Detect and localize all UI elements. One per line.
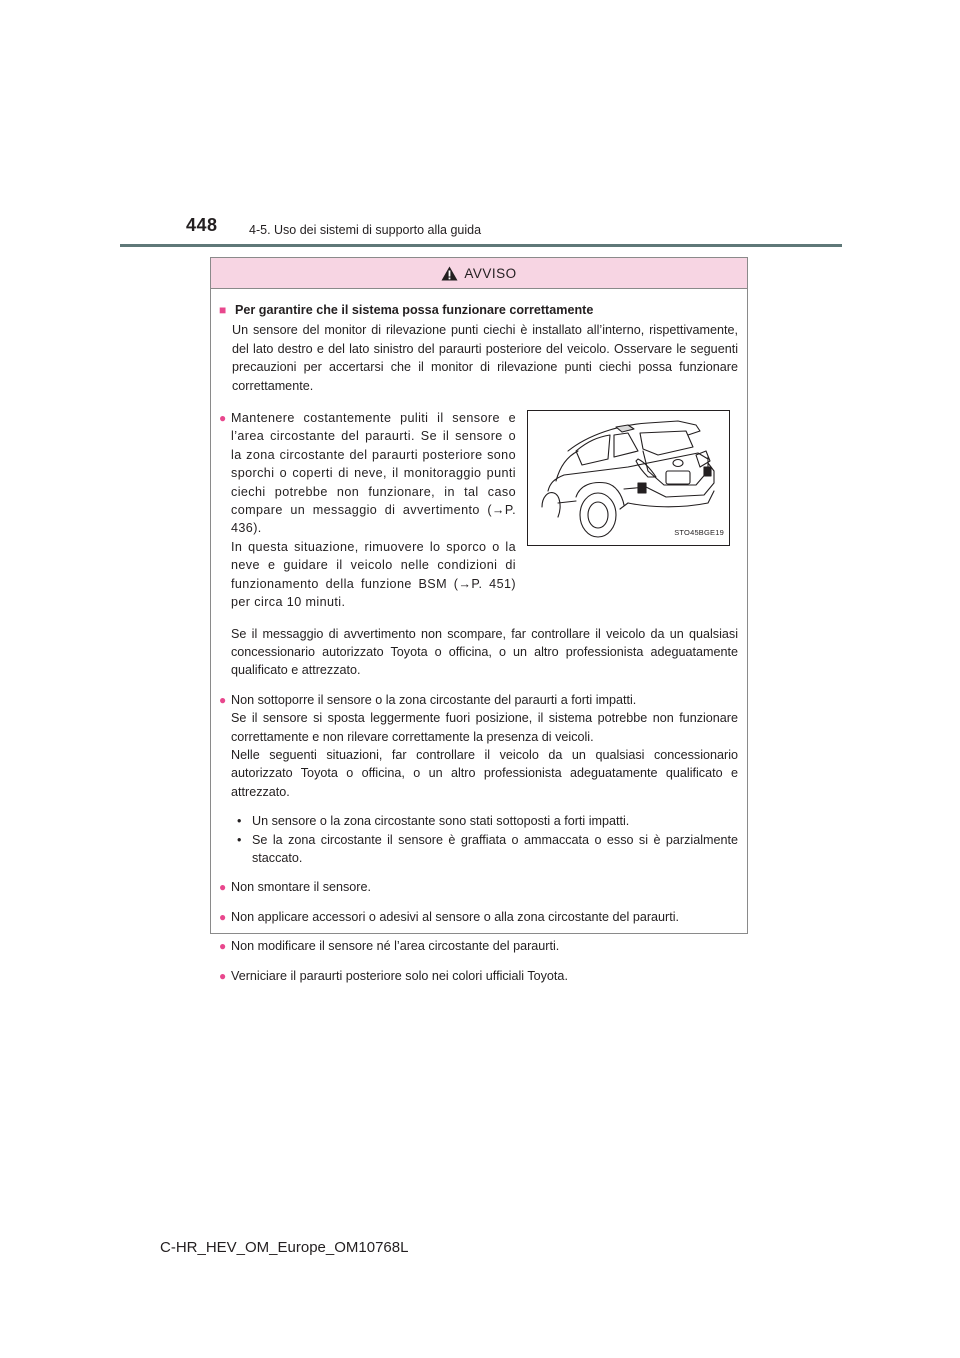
- warning-header: [211, 258, 747, 289]
- circle-bullet-icon: ●: [219, 909, 227, 924]
- circle-bullet-icon: ●: [219, 692, 227, 707]
- bullet2-paragraph: Se il sensore si sposta leggermente fuori posizione, il sistema potrebbe non funzionare correttamente e non rilevare correttamente la presenza di veicoli.: [231, 711, 738, 744]
- intro-paragraph: Un sensore del monitor di rilevazione punti ciechi è installato all’interno, rispettivamente, del lato destro e del lato sinistro del paraurti posteriore del veicolo. Osservare le seguenti precauzioni per accertarsi che il monitor di rilevazione punti ciechi possa funzionare correttamente.: [232, 323, 738, 393]
- circle-bullet-icon: ●: [219, 968, 227, 983]
- circle-bullet-icon: ●: [219, 411, 227, 426]
- header-rule: [120, 244, 842, 247]
- circle-bullet-icon: ●: [219, 939, 227, 954]
- bullet-item: [219, 908, 738, 926]
- small-bullet-icon: •: [237, 814, 242, 829]
- sub-bullet-item: [231, 831, 738, 868]
- bullet3-text: Non smontare il sensore.: [231, 880, 371, 895]
- warning-box: [210, 257, 748, 983]
- bullet-item: [219, 967, 738, 985]
- square-marker-icon: ■: [219, 303, 227, 317]
- bullet1-continuation: Se il messaggio di avvertimento non scompare, far controllare il veicolo da un qualsiasi concessionario autorizzato Toyota o officina, o un altro professionista adeguatamente qualificato e attrezzato.: [231, 626, 738, 678]
- page-number: 448: [186, 215, 218, 235]
- figure-code: STO45BGE19: [674, 527, 724, 537]
- warning-title: AVVISO: [464, 265, 517, 281]
- warning-heading-text: Per garantire che il sistema possa funzionare correttamente: [235, 303, 594, 317]
- bullet-with-figure: [219, 409, 738, 611]
- bullet6-text: Verniciare il paraurti posteriore solo nei colori ufficiali Toyota.: [231, 968, 568, 983]
- bullet-item: [219, 409, 516, 611]
- section-title: 4-5. Uso dei sistemi di supporto alla guida: [249, 223, 482, 237]
- circle-bullet-icon: ●: [219, 880, 227, 895]
- bullet1-paragraph: In questa situazione, rimuovere lo sporco o la neve e guidare il veicolo nelle condizioni di funzionamento della funzione BSM (→P. 451) per circa 10 minuti.: [231, 539, 516, 610]
- sub-bullet-item: [231, 812, 738, 830]
- bullet5-text: Non modificare il sensore né l’area circostante del paraurti.: [231, 939, 560, 954]
- warning-heading: [219, 301, 738, 319]
- small-bullet-icon: •: [237, 832, 242, 847]
- warning-content: [211, 289, 747, 983]
- bullet4-text: Non applicare accessori o adesivi al sensore o alla zona circostante del paraurti.: [231, 909, 680, 924]
- bullet2-paragraph: Non sottoporre il sensore o la zona circostante del paraurti a forti impatti.: [231, 692, 637, 707]
- vehicle-rear-figure: [527, 410, 730, 546]
- bullet2-paragraph: Nelle seguenti situazioni, far controllare il veicolo da un qualsiasi concessionario autorizzato Toyota o officina, o un altro professionista adeguatamente qualificato e attrezzato.: [231, 747, 738, 799]
- warning-triangle-icon: [441, 266, 458, 281]
- document-code: C-HR_HEV_OM_Europe_OM10768L: [160, 1239, 409, 1256]
- bullet1-paragraph: Mantenere costantemente puliti il sensore e l’area circostante del paraurti. Se il sensore o la zona circostante del paraurti posteriore sono sporchi o coperti di neve, il monitoraggio punti ciechi potrebbe non funzionare, in tal caso compare un messaggio di avvertimento (→P. 436).: [231, 411, 516, 536]
- bullet-item: [219, 691, 738, 801]
- sub-bullet-text: Se la zona circostante il sensore è graffiata o ammaccata o esso si è parzialmente staccato.: [252, 832, 738, 865]
- bullet-item: [219, 878, 738, 896]
- bullet-item: [219, 937, 738, 955]
- sub-bullet-text: Un sensore o la zona circostante sono stati sottoposti a forti impatti.: [252, 814, 630, 829]
